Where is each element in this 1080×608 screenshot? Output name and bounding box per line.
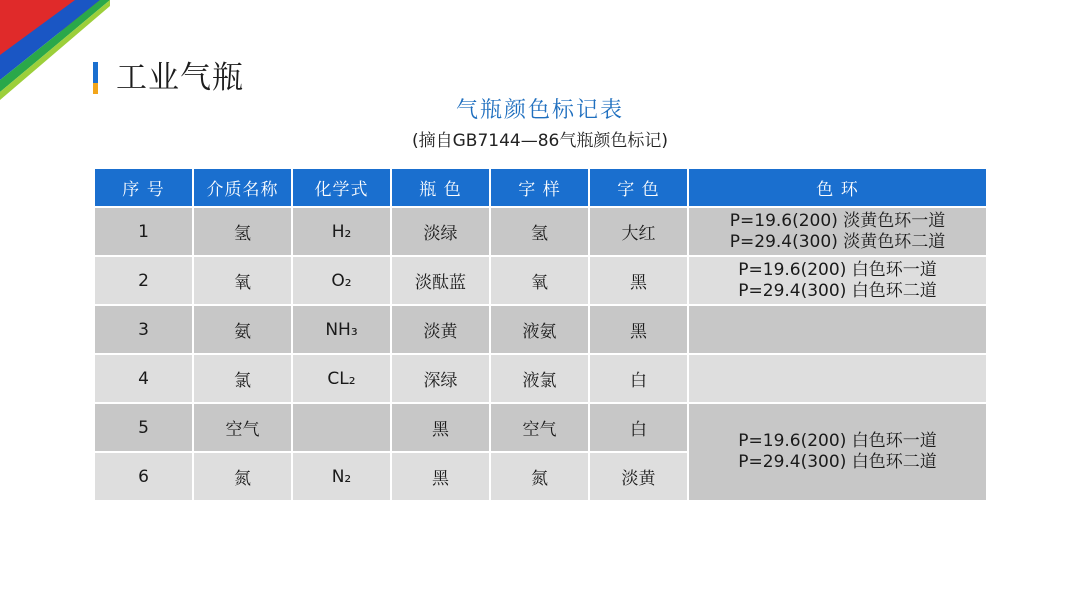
cell-text: 氮 (490, 452, 589, 501)
ring-line: P=19.6(200) 白色环一道 (738, 431, 937, 451)
cell-bottle-color: 淡绿 (391, 207, 490, 256)
ring-line: P=29.4(300) 淡黄色环二道 (729, 231, 946, 252)
cell-name: 空气 (193, 403, 292, 452)
cell-text: 氢 (490, 207, 589, 256)
cell-formula: N₂ (292, 452, 391, 501)
cell-text-color: 淡黄 (589, 452, 688, 501)
cell-no: 6 (94, 452, 193, 501)
cell-name: 氮 (193, 452, 292, 501)
ring-line: P=29.4(300) 白色环二道 (738, 452, 937, 472)
header-cell-formula: 化学式 (292, 168, 391, 207)
cell-bottle-color: 黑 (391, 403, 490, 452)
cell-color-ring (688, 403, 987, 501)
header-cell-text: 字 样 (490, 168, 589, 207)
cell-formula: O₂ (292, 256, 391, 305)
cell-formula: H₂ (292, 207, 391, 256)
table-row (94, 256, 987, 305)
header-cell-color-ring: 色 环 (688, 168, 987, 207)
cell-name: 氨 (193, 305, 292, 354)
ring-line: P=29.4(300) 白色环二道 (738, 280, 937, 301)
table-header-row (94, 168, 987, 207)
cell-text: 液氨 (490, 305, 589, 354)
cell-text-color: 白 (589, 403, 688, 452)
header-cell-no: 序 号 (94, 168, 193, 207)
table-subtitle: (摘自GB7144—86气瓶颜色标记) (412, 131, 668, 151)
cell-color-ring (688, 207, 987, 256)
cell-bottle-color: 淡黄 (391, 305, 490, 354)
cell-no: 5 (94, 403, 193, 452)
header-cell-name: 介质名称 (193, 168, 292, 207)
cell-text-color: 黑 (589, 256, 688, 305)
page-title: 工业气瓶 (116, 60, 244, 96)
ring-line: P=19.6(200) 淡黄色环一道 (729, 210, 946, 231)
header-cell-bottle-color: 瓶 色 (391, 168, 490, 207)
gas-cylinder-color-table (93, 167, 988, 502)
table-row (94, 354, 987, 403)
header-cell-text-color: 字 色 (589, 168, 688, 207)
cell-formula: NH₃ (292, 305, 391, 354)
title-accent-bar (93, 62, 98, 94)
cell-name: 氧 (193, 256, 292, 305)
cell-text: 液氯 (490, 354, 589, 403)
cell-text-color: 黑 (589, 305, 688, 354)
table-row (94, 207, 987, 256)
cell-bottle-color: 淡酞蓝 (391, 256, 490, 305)
cell-formula: CL₂ (292, 354, 391, 403)
cell-no: 3 (94, 305, 193, 354)
cell-text-color: 白 (589, 354, 688, 403)
cell-name: 氯 (193, 354, 292, 403)
cell-text: 氧 (490, 256, 589, 305)
cell-no: 1 (94, 207, 193, 256)
cell-color-ring (688, 256, 987, 305)
cell-text: 空气 (490, 403, 589, 452)
cell-color-ring (688, 305, 987, 354)
table-title: 气瓶颜色标记表 (455, 98, 624, 123)
table-row (94, 403, 987, 452)
cell-name: 氢 (193, 207, 292, 256)
cell-formula (292, 403, 391, 452)
ring-line: P=19.6(200) 白色环一道 (738, 259, 937, 280)
cell-bottle-color: 黑 (391, 452, 490, 501)
table-row (94, 305, 987, 354)
cell-no: 2 (94, 256, 193, 305)
cell-color-ring (688, 354, 987, 403)
cell-bottle-color: 深绿 (391, 354, 490, 403)
cell-no: 4 (94, 354, 193, 403)
cell-text-color: 大红 (589, 207, 688, 256)
